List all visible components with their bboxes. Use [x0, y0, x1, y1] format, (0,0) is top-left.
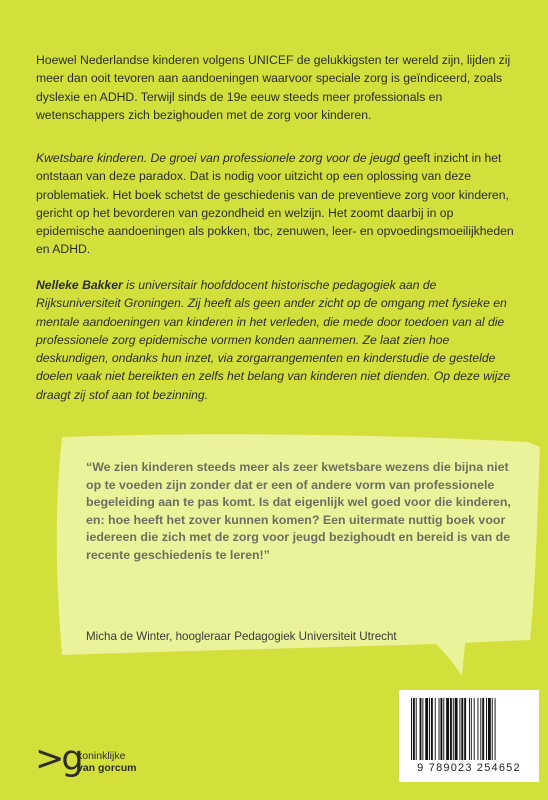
barcode-bar: [480, 698, 481, 760]
publisher-name-line1: koninklijke: [77, 750, 126, 762]
publisher-name-line2: van gorcum: [77, 762, 137, 774]
barcode-bar: [446, 698, 449, 760]
barcode-bar: [478, 698, 479, 760]
barcode-bar: [435, 698, 436, 760]
book-description-text: geeft inzicht in het ontstaan van deze paradox. Dat is nodig voor uitzicht op een oplossing van deze problematiek. Het boek schetst de geschiedenis van de preventieve zorg voor kinderen, gericht op het bevorderen van gezondheid en welzijn. Het zoomt daarbij in op epidemische aandoeningen als pokken, tbc, zenuwen, leer- en opvoedingsmoeilijkheden en ADHD.: [36, 151, 514, 257]
barcode-bar: [488, 698, 491, 760]
barcode-bar: [431, 698, 433, 760]
barcode-bar: [474, 698, 475, 760]
barcode-bar: [492, 698, 493, 760]
barcode-bar: [495, 698, 496, 760]
barcode-bar: [439, 698, 440, 760]
author-bio-text: is universitair hoofddocent historische pedagogiek aan de Rijksuniversiteit Groningen. Zij heeft als geen ander zicht op de omgang met fysieke en mentale aandoeningen van kinderen in het verleden, die mede door toedoen van al die professionele zorg epidemische vormen konden aannemen. Ze laat zien hoe deskundigen, ondanks hun inzet, via zorgarrangementen en kinderstudie de gestelde doelen vaak niet bereikten en zelfs het belang van kinderen niet dienden. Op deze wijze draagt zij stof aan tot bezinning.: [36, 278, 511, 402]
intro-paragraph: Hoewel Nederlandse kinderen volgens UNICEF de gelukkigsten ter wereld zijn, lijden zij meer dan ooit tevoren aan aandoeningen waarvoor speciale zorg is geïndiceerd, zoals dyslexie en ADHD. Terwijl sinds de 19e eeuw steeds meer professionals en wetenschappers zich bezighouden met de zorg voor kinderen.: [36, 53, 511, 122]
barcode-bar: [469, 698, 470, 760]
isbn-number: 9 789023 254652: [417, 762, 521, 774]
isbn-barcode: [399, 690, 539, 782]
publisher-logo-mark: >g: [35, 739, 81, 779]
publisher-logo: [35, 741, 175, 785]
barcode-bar: [482, 698, 484, 760]
barcode-bar: [411, 698, 412, 760]
endorsement-quote: “We zien kinderen steeds meer als zeer kwetsbare wezens die bijna niet op te voeden zijn zonder dat er een of andere vorm van professionele begeleiding aan te pas komt. Is dat eigenlijk wel goed voor die kinderen, en: hoe heeft het zover kunnen komen? Een uitermate nuttig boek voor iedereen die zich met de zorg voor jeugd bezighoudt en bereid is van de recente geschiedenis te leren!”: [86, 460, 511, 562]
barcode-bars: [409, 698, 529, 760]
barcode-bar: [443, 698, 444, 760]
barcode-bar: [416, 698, 417, 760]
barcode-bar: [459, 698, 460, 760]
barcode-bar: [455, 698, 458, 760]
author-name: Nelleke Bakker: [36, 278, 123, 292]
barcode-bar: [450, 698, 452, 760]
barcode-bar: [413, 698, 415, 760]
barcode-bar: [461, 698, 463, 760]
endorsement-attribution: Micha de Winter, hoogleraar Pedagogiek Universiteit Utrecht: [86, 630, 397, 643]
barcode-bar: [422, 698, 423, 760]
barcode-bar: [429, 698, 430, 760]
barcode-bar: [453, 698, 454, 760]
barcode-bar: [420, 698, 422, 760]
barcode-bar: [425, 698, 428, 760]
book-title: Kwetsbare kinderen. De groei van professionele zorg voor de jeugd: [36, 151, 400, 165]
barcode-bar: [464, 698, 466, 760]
barcode-bar: [471, 698, 472, 760]
barcode-bar: [486, 698, 487, 760]
barcode-bar: [440, 698, 442, 760]
